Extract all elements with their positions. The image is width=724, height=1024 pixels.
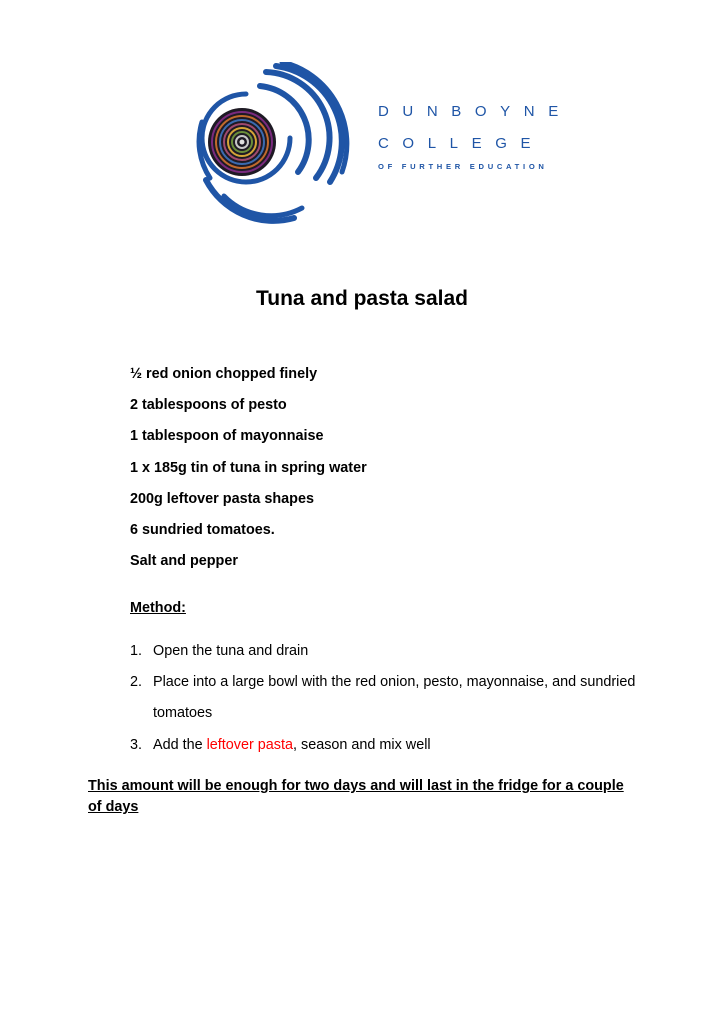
ingredient-item: Salt and pepper — [130, 553, 238, 570]
step-number: 3. — [130, 736, 143, 753]
step-text-before: Add the — [153, 736, 207, 753]
method-step — [130, 730, 650, 761]
recipe-title: Tuna and pasta salad — [256, 287, 468, 310]
method-step — [130, 667, 650, 729]
step-text-after: , season and mix well — [293, 736, 431, 753]
college-logo — [190, 62, 350, 224]
college-name — [378, 102, 572, 172]
method-steps — [130, 636, 650, 761]
college-name-line1: DUNBOYNE — [378, 103, 572, 120]
ingredient-list — [130, 363, 367, 581]
college-name-line2: COLLEGE — [378, 135, 545, 152]
ingredient-item: 6 sundried tomatoes. — [130, 521, 275, 538]
step-highlight: leftover pasta — [206, 736, 294, 753]
step-number: 2. — [130, 674, 143, 691]
method-heading: Method: — [130, 600, 186, 616]
storage-note: This amount will be enough for two days and will last in the fridge for a couple of days — [88, 778, 624, 815]
method-step — [130, 636, 650, 667]
ingredient-item: 2 tablespoons of pesto — [130, 397, 287, 414]
step-number: 1. — [130, 643, 143, 659]
ingredient-item: 1 x 185g tin of tuna in spring water — [130, 459, 367, 476]
concentric-circles-logo-icon — [190, 62, 350, 224]
ingredient-item: 1 tablespoon of mayonnaise — [130, 428, 324, 445]
ingredient-item: ½ red onion chopped finely — [130, 366, 318, 382]
ingredient-item: 200g leftover pasta shapes — [130, 490, 314, 507]
step-text: Place into a large bowl with the red onion, pesto, mayonnaise, and sundried tomatoes — [153, 674, 636, 722]
college-name-line3: OF FURTHER EDUCATION — [378, 162, 548, 171]
step-text: Open the tuna and drain — [153, 643, 309, 659]
